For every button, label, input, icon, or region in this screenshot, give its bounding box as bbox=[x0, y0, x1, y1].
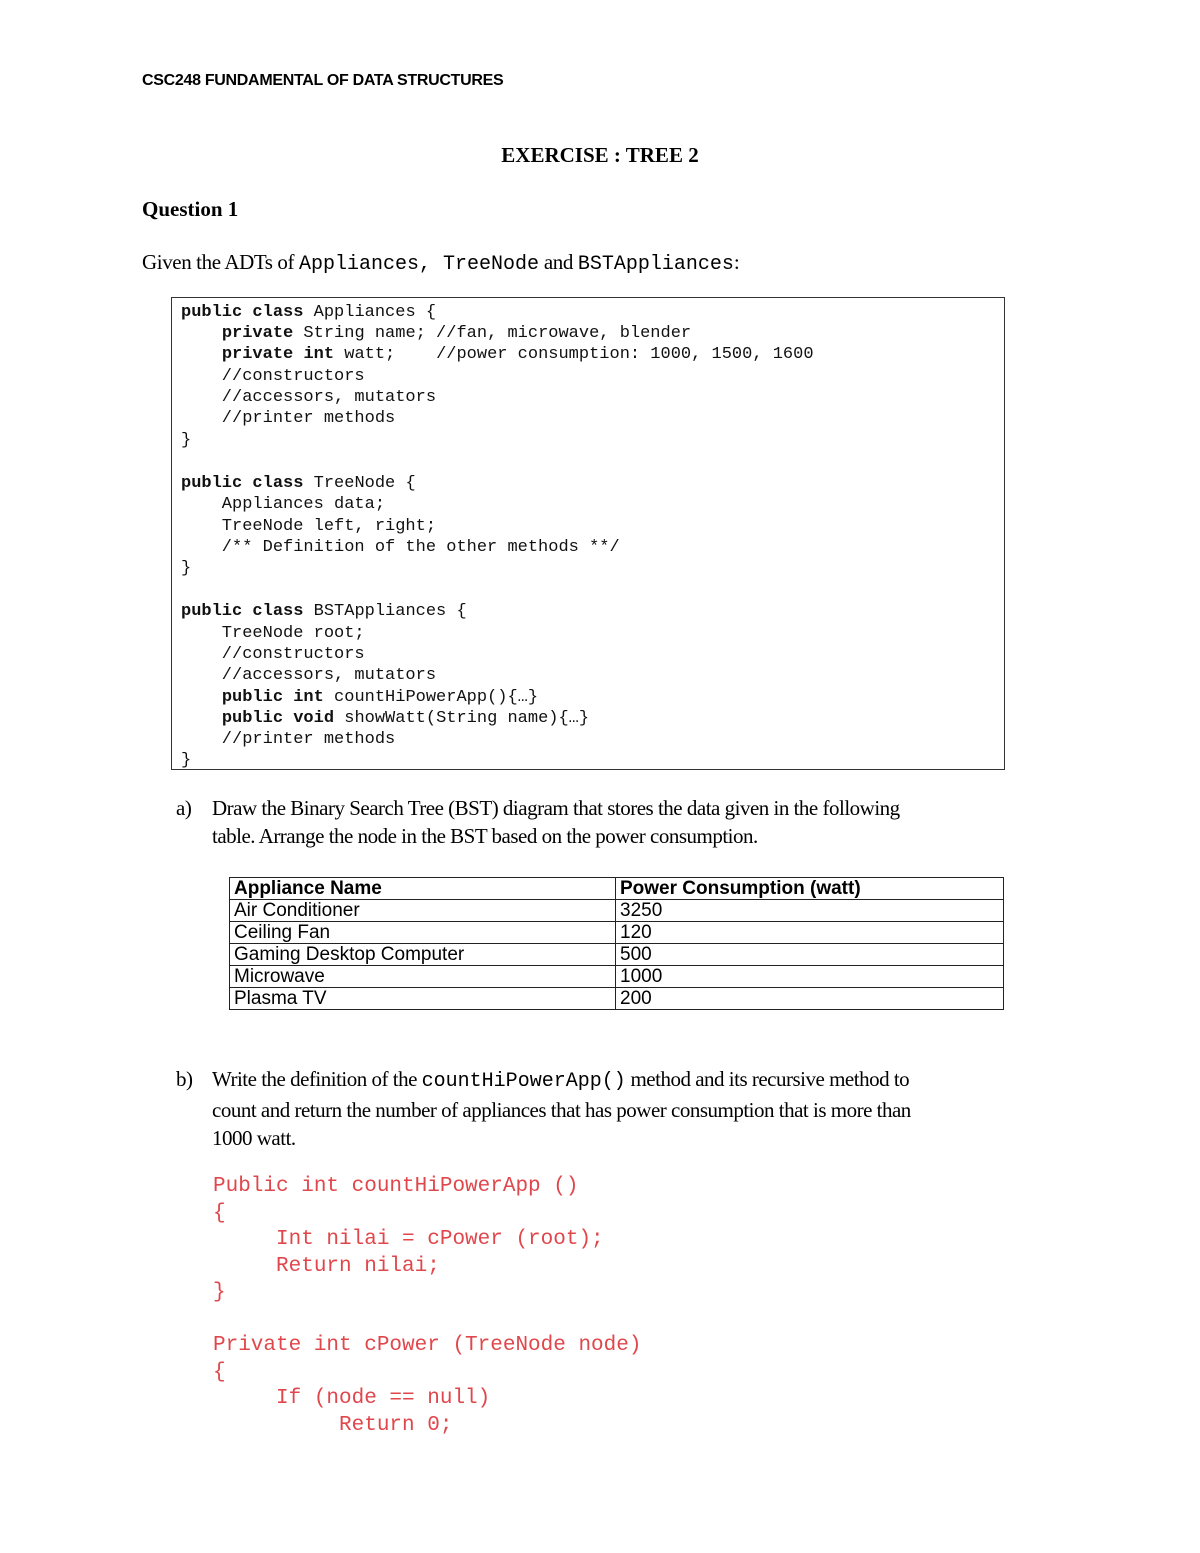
code-line: } bbox=[181, 559, 192, 578]
answer-line: If (node == null) bbox=[213, 1387, 491, 1410]
cell-watt: 1000 bbox=[616, 966, 1004, 988]
header-appliance-name: Appliance Name bbox=[230, 878, 616, 900]
part-a-label: a) bbox=[176, 796, 192, 820]
header-power-consumption: Power Consumption (watt) bbox=[616, 878, 1004, 900]
code-line: //constructors bbox=[181, 645, 365, 664]
cell-name: Gaming Desktop Computer bbox=[230, 944, 616, 966]
table-row bbox=[230, 966, 1004, 988]
table-header-row bbox=[230, 878, 1004, 900]
part-b-suffix: method and its recursive method to bbox=[625, 1067, 910, 1091]
code-line: public int countHiPowerApp(){…} bbox=[221, 688, 539, 707]
code-line: private String name; //fan, microwave, blender bbox=[221, 324, 692, 343]
cell-name: Plasma TV bbox=[230, 988, 616, 1010]
cell-watt: 120 bbox=[616, 922, 1004, 944]
table-row bbox=[230, 922, 1004, 944]
code-line: public class Appliances { bbox=[181, 303, 437, 322]
answer-line: Return 0; bbox=[213, 1414, 453, 1437]
code-line: } bbox=[181, 431, 192, 450]
part-b-text bbox=[212, 1065, 1052, 1152]
code-line: Appliances data; bbox=[181, 495, 386, 514]
answer-line: Return nilai; bbox=[213, 1255, 440, 1278]
question-intro bbox=[142, 250, 739, 276]
code-line: public void showWatt(String name){…} bbox=[221, 709, 590, 728]
cell-name: Air Conditioner bbox=[230, 900, 616, 922]
cell-name: Ceiling Fan bbox=[230, 922, 616, 944]
appliance-table bbox=[229, 877, 1004, 1010]
part-b-line bbox=[212, 1065, 1052, 1096]
code-line: private int watt; //power consumption: 1000, 1500, 1600 bbox=[221, 345, 814, 364]
code-line: TreeNode root; bbox=[181, 624, 365, 643]
code-line: } bbox=[181, 751, 192, 770]
part-b-label: b) bbox=[176, 1067, 193, 1091]
part-a-text bbox=[212, 794, 1052, 850]
code-line: //accessors, mutators bbox=[181, 666, 437, 685]
intro-and: and bbox=[539, 250, 578, 274]
answer-line: { bbox=[213, 1361, 226, 1384]
answer-line: { bbox=[213, 1202, 226, 1225]
code-line: //accessors, mutators bbox=[181, 388, 437, 407]
question-heading: Question 1 bbox=[142, 197, 239, 221]
intro-code-bstappliances: BSTAppliances bbox=[577, 253, 734, 276]
code-line: //constructors bbox=[181, 367, 365, 386]
intro-suffix: : bbox=[733, 250, 740, 274]
exercise-title: EXERCISE : TREE 2 bbox=[501, 143, 699, 167]
part-b-line: 1000 watt. bbox=[212, 1126, 296, 1150]
answer-line: Private int cPower (TreeNode node) bbox=[213, 1334, 642, 1357]
part-b-prefix: Write the definition of the bbox=[212, 1067, 422, 1091]
code-line: public class BSTAppliances { bbox=[181, 602, 467, 621]
part-a-line: Draw the Binary Search Tree (BST) diagram that stores the data given in the following bbox=[212, 796, 900, 820]
code-line: public class TreeNode { bbox=[181, 474, 416, 493]
intro-code-appliances-treenode: Appliances, TreeNode bbox=[298, 253, 540, 276]
cell-name: Microwave bbox=[230, 966, 616, 988]
answer-line: } bbox=[213, 1281, 226, 1304]
intro-prefix: Given the ADTs of bbox=[142, 250, 299, 274]
code-line: TreeNode left, right; bbox=[181, 517, 437, 536]
answer-line: Public int countHiPowerApp () bbox=[213, 1175, 579, 1198]
table-row bbox=[230, 900, 1004, 922]
part-b-line: count and return the number of appliances that has power consumption that is more than bbox=[212, 1098, 911, 1122]
part-a-line: table. Arrange the node in the BST based on the power consumption. bbox=[212, 824, 758, 848]
code-line: //printer methods bbox=[181, 409, 396, 428]
part-b-method-code: countHiPowerApp() bbox=[421, 1070, 626, 1093]
cell-watt: 200 bbox=[616, 988, 1004, 1010]
course-header: CSC248 FUNDAMENTAL OF DATA STRUCTURES bbox=[142, 72, 504, 89]
code-line: /** Definition of the other methods **/ bbox=[181, 538, 620, 557]
table-row bbox=[230, 988, 1004, 1010]
table-row bbox=[230, 944, 1004, 966]
cell-watt: 500 bbox=[616, 944, 1004, 966]
answer-line: Int nilai = cPower (root); bbox=[213, 1228, 604, 1251]
cell-watt: 3250 bbox=[616, 900, 1004, 922]
code-line: //printer methods bbox=[181, 730, 396, 749]
adt-code-box bbox=[171, 297, 1005, 770]
